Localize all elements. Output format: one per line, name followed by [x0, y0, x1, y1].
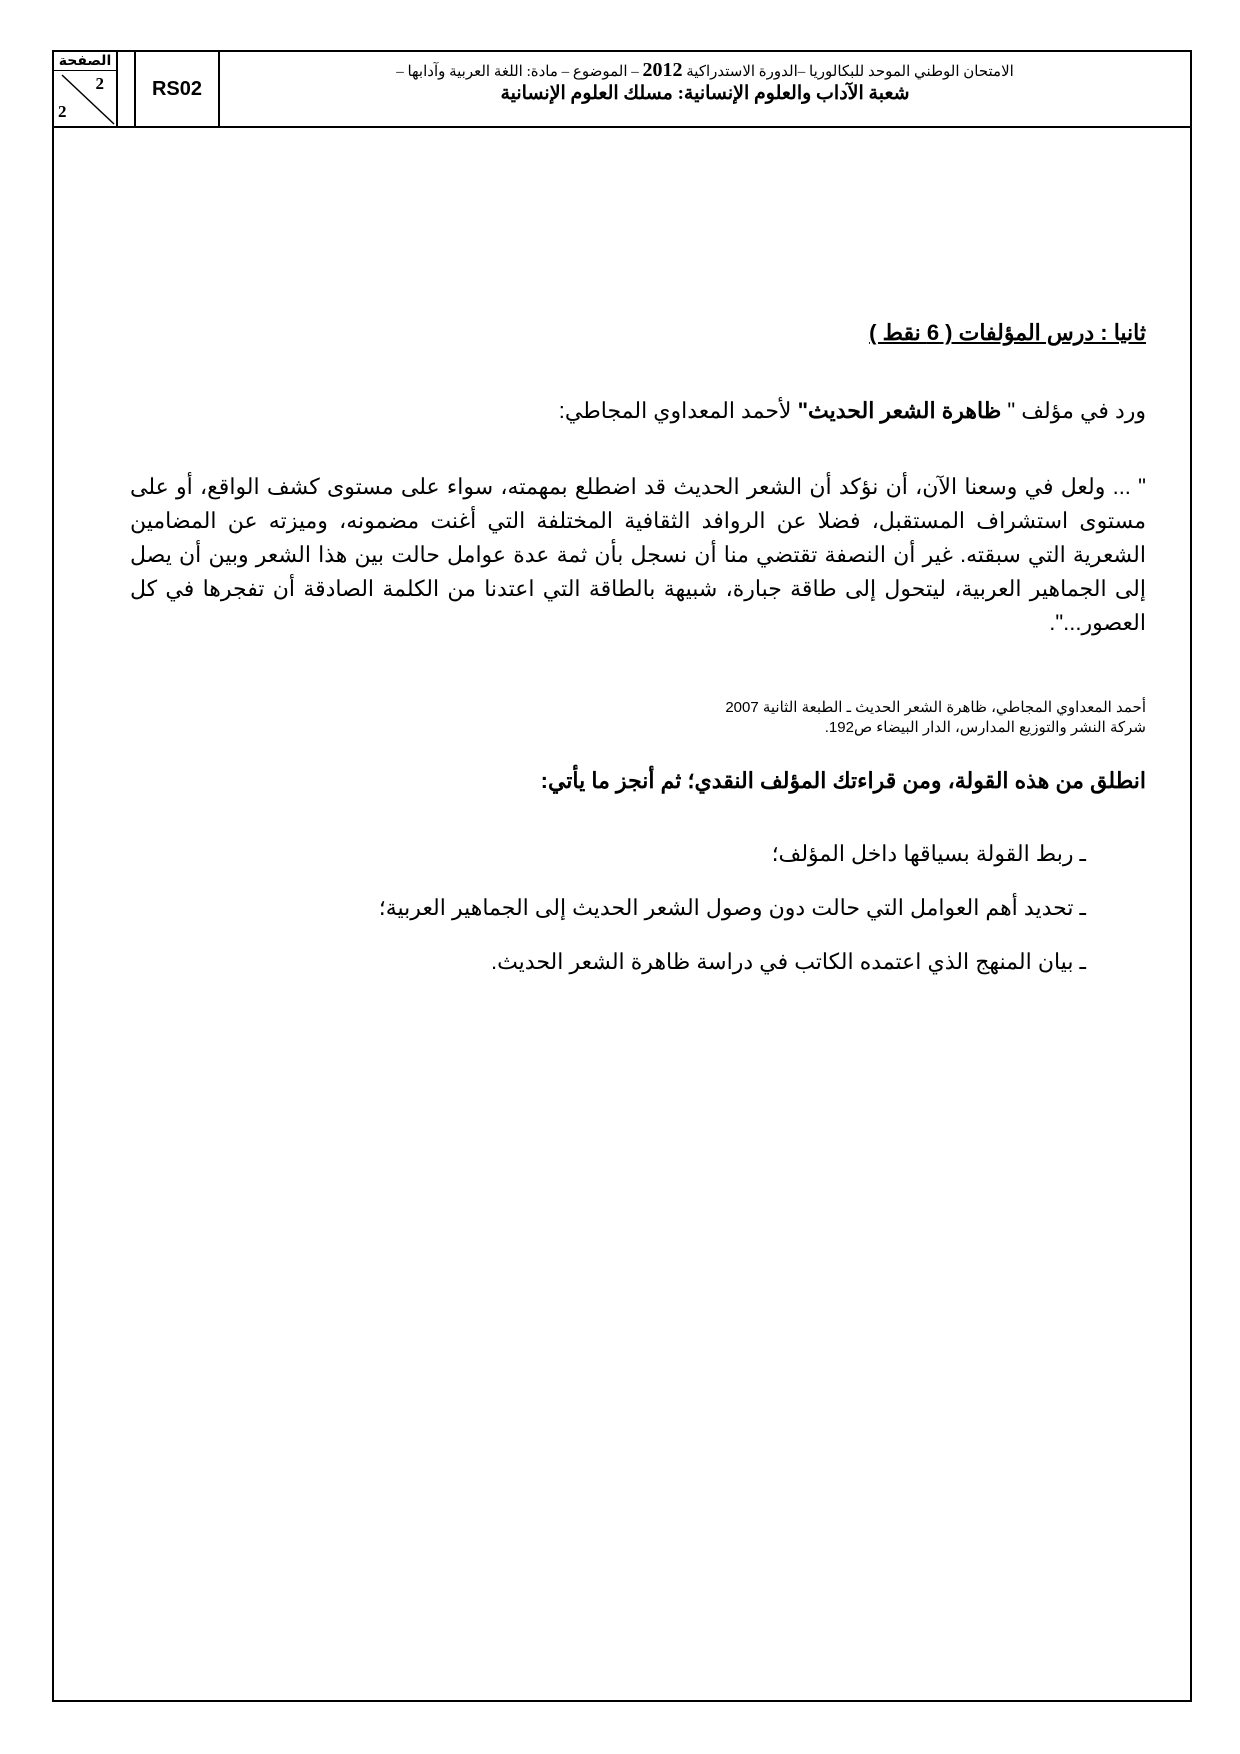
task-list: [130, 838, 1146, 1000]
exam-title: [220, 52, 1190, 126]
list-item: ـ بيان المنهج الذي اعتمده الكاتب في دراسة ظاهرة الشعر الحديث.: [490, 949, 1086, 974]
page-label: الصفحة: [54, 52, 116, 71]
intro-suffix: لأحمد المعداوي المجاطي:: [558, 398, 798, 423]
tasks-title: انطلق من هذه القولة، ومن قراءتك المؤلف النقدي؛ ثم أنجز ما يأتي:: [540, 768, 1146, 793]
exam-header: [52, 50, 1192, 128]
exam-title-line2: شعبة الآداب والعلوم الإنسانية: مسلك العلوم الإنسانية: [500, 83, 910, 104]
exam-title-prefix: الامتحان الوطني الموحد للبكالوريا –الدورة الاستدراكية: [686, 64, 1014, 80]
page-total: 2: [58, 102, 67, 121]
page-number-box: [54, 52, 118, 126]
source-line-2: شركة النشر والتوزيع المدارس، الدار البيضاء ص192.: [824, 719, 1146, 736]
source-line-1: أحمد المعداوي المجاطي، ظاهرة الشعر الحديث ـ الطبعة الثانية 2007: [725, 699, 1146, 716]
exam-title-suffix: – الموضوع – مادة: اللغة العربية وآدابها –: [396, 64, 639, 80]
page-current: 2: [95, 74, 104, 93]
exam-title-line1: [220, 60, 1190, 82]
exam-year: 2012: [642, 59, 683, 81]
intro-sentence: [130, 398, 1146, 424]
list-item: ـ ربط القولة بسياقها داخل المؤلف؛: [771, 841, 1086, 866]
list-item: ـ تحديد أهم العوامل التي حالت دون وصول الشعر الحديث إلى الجماهير العربية؛: [378, 895, 1086, 920]
intro-prefix: ورد في مؤلف ": [1007, 398, 1146, 423]
section-title: ثانيا : درس المؤلفات ( 6 نقط ): [869, 320, 1146, 345]
exam-code: RS02: [134, 52, 220, 126]
quote-source: [130, 698, 1146, 738]
quote-text: " ... ولعل في وسعنا الآن، أن نؤكد أن الشعر الحديث قد اضطلع بمهمته، سواء على مستوى كشف الواقع، أو على مستوى استشراف المستقبل، فضلا عن الروافد الثقافية المختلفة التي أغنت مضمونه، وميزته عن المضامين الشعرية التي سبقته. غير أن النصفة تقتضي منا أن نسجل بأن ثمة عدة عوامل حالت بين هذا الشعر وبين أن يصل إلى الجماهير العربية، ليتحول إلى طاقة جبارة، شبيهة بالطاقة التي اعتدنا من الكلمة الصادقة أن تفجرها في كل العصور...".: [130, 474, 1146, 635]
book-title: ظاهرة الشعر الحديث": [797, 398, 1008, 423]
